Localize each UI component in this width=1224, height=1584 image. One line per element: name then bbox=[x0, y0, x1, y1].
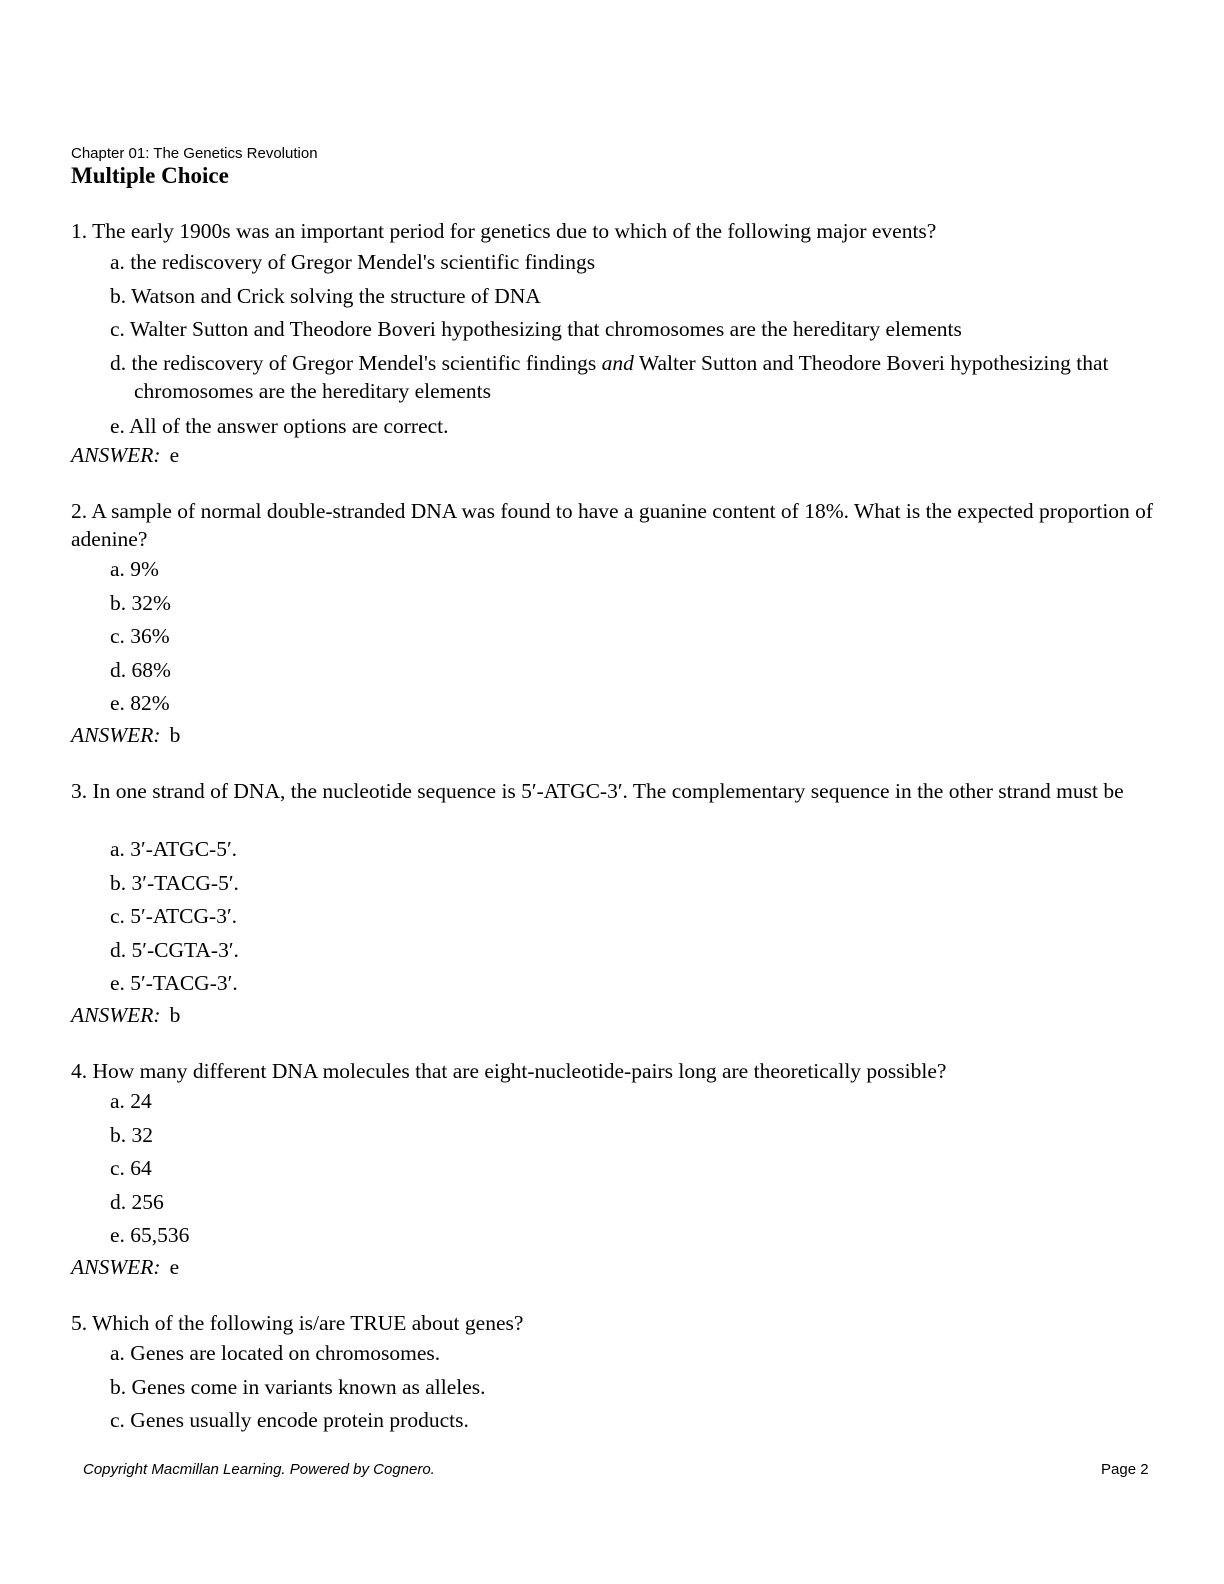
question-4-options bbox=[110, 1087, 1120, 1255]
question-2-option-a: a. 9% bbox=[110, 557, 159, 581]
footer-page-number: Page 2 bbox=[1101, 1461, 1149, 1478]
question-4-option-a: a. 24 bbox=[110, 1089, 152, 1113]
question-3-options bbox=[110, 835, 1120, 1003]
answer-label: ANSWER: bbox=[71, 723, 161, 747]
footer-copyright: Copyright Macmillan Learning. Powered by Cognero. bbox=[83, 1461, 435, 1478]
question-5-text: 5. Which of the following is/are TRUE about genes? bbox=[71, 1311, 524, 1335]
question-2-answer bbox=[71, 721, 180, 749]
question-1-option-e: e. All of the answer options are correct. bbox=[110, 413, 449, 438]
option-d-text-start: d. the rediscovery of Gregor Mendel's scientific findings bbox=[110, 350, 602, 375]
option-d-emphasis: and bbox=[601, 350, 634, 375]
question-2-option-e: e. 82% bbox=[110, 691, 170, 715]
question-1-text: 1. The early 1900s was an important period for genetics due to which of the following major events? bbox=[71, 219, 937, 243]
question-5-option-c: c. Genes usually encode protein products. bbox=[110, 1408, 469, 1432]
question-3-text: 3. In one strand of DNA, the nucleotide sequence is 5′-ATGC-3′. The complementary sequence in the other strand must be bbox=[71, 779, 1124, 803]
question-2-option-b: b. 32% bbox=[110, 590, 171, 615]
question-4-text: 4. How many different DNA molecules that are eight-nucleotide-pairs long are theoretically possible? bbox=[71, 1059, 947, 1083]
answer-label: ANSWER: bbox=[71, 1255, 161, 1279]
question-4-option-d: d. 256 bbox=[110, 1189, 164, 1214]
question-3-option-b: b. 3′-TACG-5′. bbox=[110, 870, 239, 895]
question-4-answer bbox=[71, 1253, 179, 1281]
answer-label: ANSWER: bbox=[71, 443, 161, 467]
answer-value: e bbox=[169, 1255, 180, 1279]
section-heading: Multiple Choice bbox=[71, 163, 229, 188]
question-3-answer bbox=[71, 1001, 180, 1029]
chapter-title: Chapter 01: The Genetics Revolution bbox=[71, 145, 318, 162]
question-2-option-d: d. 68% bbox=[110, 657, 171, 682]
question-1-option-d bbox=[110, 349, 1120, 405]
question-3-option-d: d. 5′-CGTA-3′. bbox=[110, 937, 239, 962]
question-4-option-e: e. 65,536 bbox=[110, 1223, 190, 1247]
question-3-option-a: a. 3′-ATGC-5′. bbox=[110, 837, 238, 861]
answer-value: b bbox=[169, 1003, 181, 1027]
question-4-option-b: b. 32 bbox=[110, 1122, 153, 1147]
question-1-option-c: c. Walter Sutton and Theodore Boveri hypothesizing that chromosomes are the hereditary elements bbox=[110, 317, 962, 341]
question-1-answer bbox=[71, 441, 179, 469]
option-d-text-end: Walter Sutton and Theodore Boveri hypothesizing that chromosomes are the hereditary elements bbox=[134, 350, 1109, 403]
question-3-option-e: e. 5′-TACG-3′. bbox=[110, 971, 238, 995]
question-5-option-a: a. Genes are located on chromosomes. bbox=[110, 1341, 441, 1365]
question-2-text: 2. A sample of normal double-stranded DNA was found to have a guanine content of 18%. What is the expected proportion of adenine? bbox=[71, 499, 1154, 551]
question-4-option-c: c. 64 bbox=[110, 1156, 152, 1180]
question-1-option-b: b. Watson and Crick solving the structure of DNA bbox=[110, 283, 541, 308]
question-2-options bbox=[110, 555, 1120, 723]
answer-value: e bbox=[169, 443, 180, 467]
question-1-option-a: a. the rediscovery of Gregor Mendel's scientific findings bbox=[110, 250, 596, 274]
question-1-options bbox=[110, 248, 1120, 445]
answer-value: b bbox=[169, 723, 181, 747]
question-5-option-b: b. Genes come in variants known as alleles. bbox=[110, 1374, 486, 1399]
question-2-option-c: c. 36% bbox=[110, 624, 170, 648]
answer-label: ANSWER: bbox=[71, 1003, 161, 1027]
question-3-option-c: c. 5′-ATCG-3′. bbox=[110, 904, 238, 928]
question-5-options bbox=[110, 1339, 1120, 1440]
